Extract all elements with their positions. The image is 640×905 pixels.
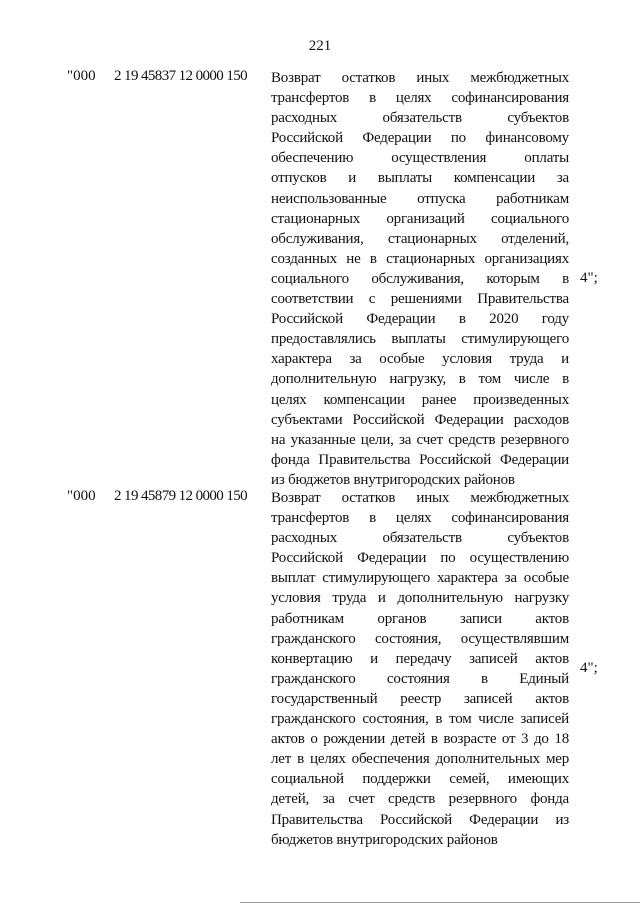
description-line: социальной поддержки семей, имеющих [271, 771, 569, 788]
description-line: обслуживания, стационарных отделений, [271, 230, 569, 247]
description-line: социального обслуживания, которым в [271, 270, 569, 287]
entry-suffix: 4"; [580, 270, 598, 286]
entry-prefix: "000 [67, 488, 96, 504]
description-line: Возврат остатков иных межбюджетных [271, 490, 569, 506]
description-line: целях компенсации ранее произведенных [271, 391, 569, 408]
description-line: на указанные цели, за счет средств резервного [271, 431, 569, 448]
entry-suffix: 4"; [580, 660, 598, 676]
description-line: Российской Федерации в 2020 году [271, 311, 569, 328]
description-line: фонда Правительства Российской Федерации [271, 451, 569, 468]
description-line: предоставлялись выплаты стимулирующего [271, 331, 569, 348]
scan-edge [240, 902, 640, 903]
description-line: обеспечению осуществления оплаты [271, 150, 569, 167]
description-line: Возврат остатков иных межбюджетных [271, 70, 569, 86]
description-line: трансфертов в целях софинансирования [271, 90, 569, 107]
description-line: условия труда и дополнительную нагрузку [271, 590, 569, 607]
description-line: актов о рождении детей в возрасте от 3 до 18 [271, 731, 569, 748]
entry-description [271, 488, 569, 850]
budget-classification-code: 2 19 45837 12 0000 150 [114, 68, 248, 84]
description-line: созданных не в стационарных организациях [271, 250, 569, 267]
description-line: бюджетов внутригородских районов [271, 831, 498, 848]
description-line: стационарных организаций социального [271, 210, 569, 227]
description-line: гражданского состояния, в том числе записей [271, 711, 569, 728]
description-line: гражданского состояния, осуществлявшим [271, 630, 569, 647]
entry-prefix: "000 [67, 68, 96, 84]
description-line: Российской Федерации по финансовому [271, 130, 569, 147]
description-line: дополнительную нагрузку, в том числе в [271, 371, 569, 388]
page-number: 221 [308, 38, 332, 54]
description-line: детей, за счет средств резервного фонда [271, 791, 569, 808]
description-line: гражданского состояния в Единый [271, 670, 569, 687]
description-line: соответствии с решениями Правительства [271, 291, 569, 308]
description-line: конвертацию и передачу записей актов [271, 650, 569, 667]
description-line: Правительства Российской Федерации из [271, 811, 569, 828]
description-line: трансфертов в целях софинансирования [271, 510, 569, 527]
description-line: лет в целях обеспечения дополнительных мер [271, 751, 569, 768]
description-line: Российской Федерации по осуществлению [271, 550, 569, 567]
description-line: государственный реестр записей актов [271, 690, 569, 707]
description-line: расходных обязательств субъектов [271, 530, 569, 547]
description-line: неиспользованные отпуска работникам [271, 190, 569, 207]
description-line: работникам органов записи актов [271, 610, 569, 627]
entry-description [271, 68, 569, 490]
description-line: выплат стимулирующего характера за особые [271, 570, 569, 587]
description-line: из бюджетов внутригородских районов [271, 471, 515, 488]
description-line: расходных обязательств субъектов [271, 110, 569, 127]
description-line: характера за особые условия труда и [271, 351, 569, 368]
description-line: отпусков и выплаты компенсации за [271, 170, 569, 187]
budget-classification-code: 2 19 45879 12 0000 150 [114, 488, 248, 504]
description-line: субъектами Российской Федерации расходов [271, 411, 569, 428]
